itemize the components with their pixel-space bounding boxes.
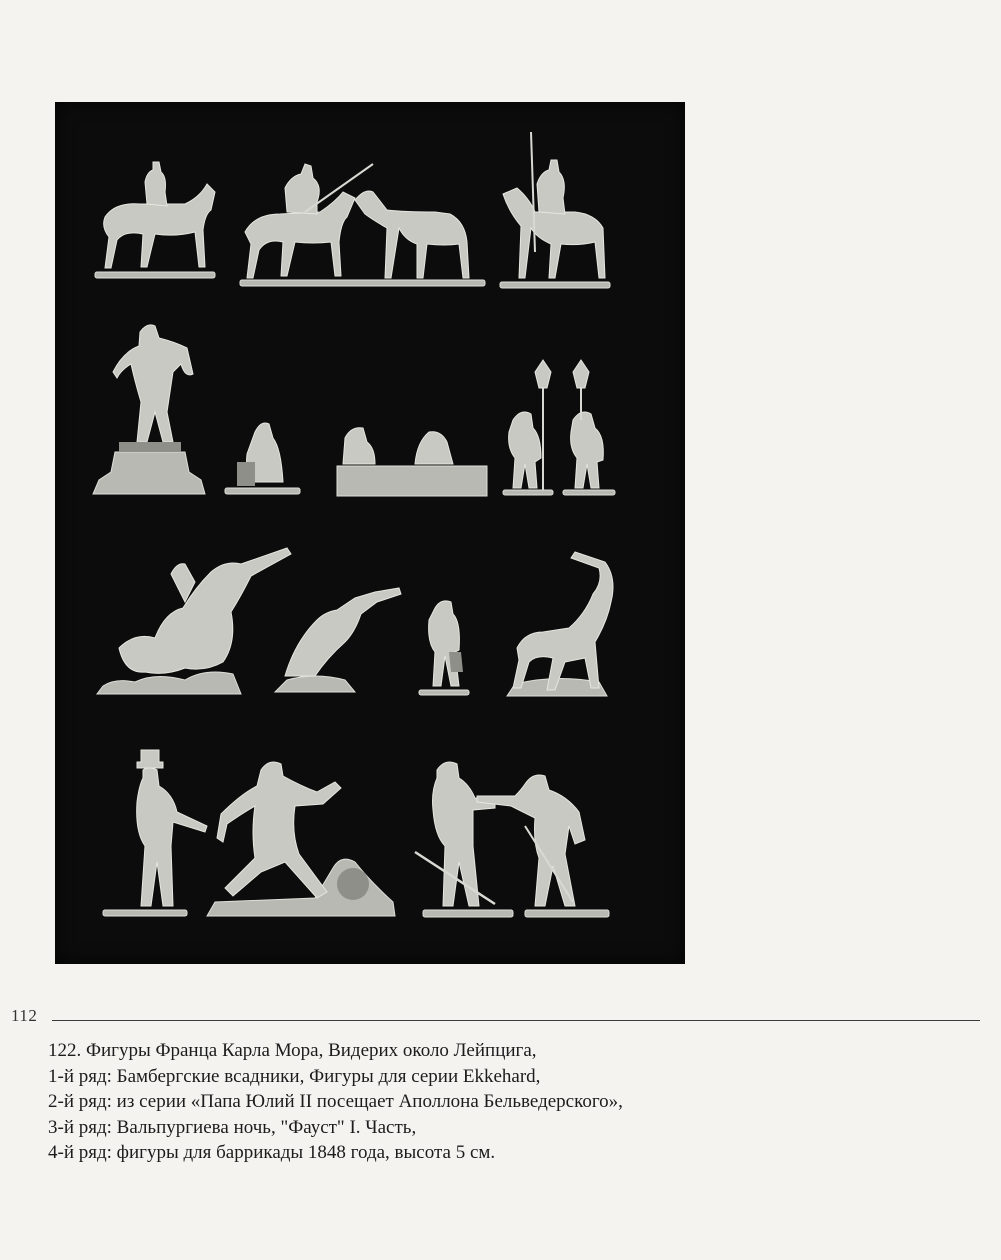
caption-rule [52,1020,980,1021]
row-2-apollo-series [93,325,615,496]
row-4-barricade-1848 [103,750,609,917]
figure-two-men-fighting [415,762,609,917]
figure-fighter-raising-fist [207,762,395,916]
figure-rider-left [95,162,215,278]
figure-halberdier-left [503,360,553,495]
page-number: 112 [11,1006,38,1025]
figure-caption [48,1038,948,1166]
figure-flying-witch [275,588,401,692]
figure-man-with-top-hat [103,750,207,916]
figure-knight-with-lance [500,132,610,288]
figure-halberdier-right [563,360,615,495]
tin-figures-illustration [55,102,685,964]
figure-two-horses-facing [240,164,485,286]
figure-group-on-bench [337,428,487,496]
figure-witch-on-goat [507,552,613,696]
row-1-horsemen [95,132,610,288]
caption-line: 4-й ряд: фигуры для баррикады 1848 года, высота 5 см. [48,1142,496,1163]
figure-witches-ride [97,548,291,694]
caption-line: 1-й ряд: Бамбергские всадники, Фигуры для серии Ekkehard, [48,1065,541,1087]
photograph-tin-figures [55,102,685,964]
caption-line: 122. Фигуры Франца Карла Мора, Видерих около Лейпцига, [48,1040,537,1061]
figure-apollo-statue [93,325,205,494]
figure-seated-pope [225,423,300,494]
caption-line: 3-й ряд: Вальпургиева ночь, "Фауст" I. Часть, [48,1116,417,1138]
row-3-walpurgis-night [97,548,613,696]
caption-line: 2-й ряд: из серии «Папа Юлий II посещает Аполлона Бельведерского», [48,1091,623,1112]
figure-faust-walking [419,601,469,695]
